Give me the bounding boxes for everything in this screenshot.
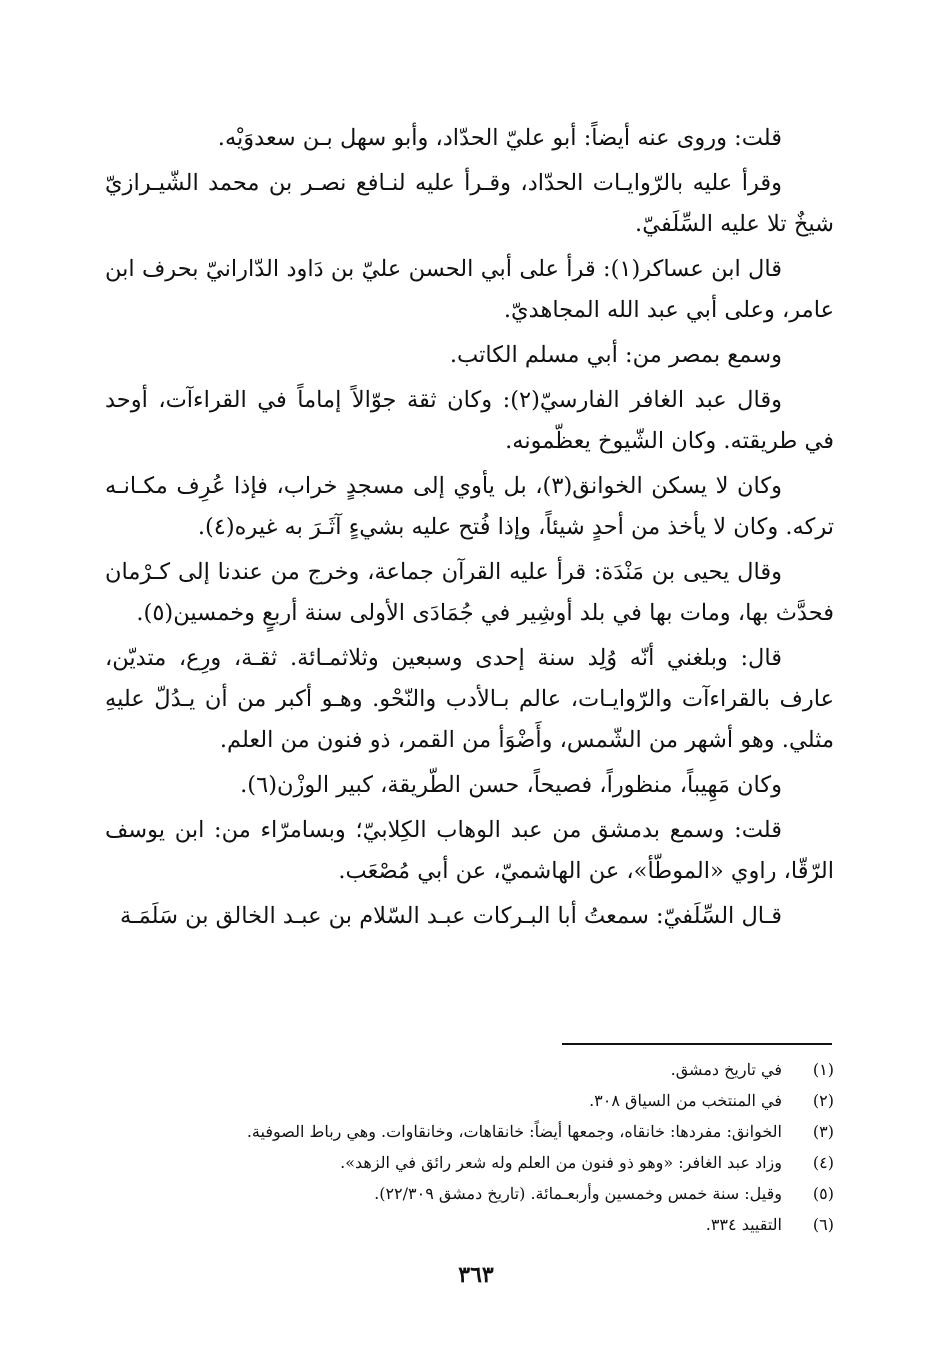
main-text [105,118,834,941]
paragraph: وكان لا يسكن الخوانق(٣)، بل يأوي إلى مسجدٍ خراب، فإذا عُرِف مكـانـه تركه. وكان لا يأخذ من أحدٍ شيئاً، وإذا فُتح عليه بشيءٍ آثَـرَ به غيره(٤). [105,473,834,540]
paragraph: قال ابن عساكر(١): قرأ على أبي الحسن عليّ بن دَاود الدّارانيّ بحرف ابن عامر، وعلى أبي عبد الله المجاهديّ. [105,256,834,323]
paragraph: وقرأ عليه بالرّوايـات الحدّاد، وقـرأ عليه لنـافع نصـر بن محمد الشّيـرازيّ شيخٌ تلا عليه السِّلَفيّ. [105,170,834,237]
paragraph: وقال عبد الغافر الفارسيّ(٢): وكان ثقة جوّالاً إماماً في القراءآت، أوحد في طريقته. وكان الشّيوخ يعظّمونه. [105,387,834,454]
paragraph: قلت: وسمع بدمشق من عبد الوهاب الكِلابيّ؛ وبسامرّاء من: ابن يوسف الرّقّا، راوي «الموطّأ»، عن الهاشميّ، عن أبي مُصْعَب. [105,817,834,884]
footnotes [105,1054,834,1240]
paragraph: وسمع بمصر من: أبي مسلم الكاتب. [449,342,782,368]
footnote-text: وزاد عبد الغافر: «وهو ذو فنون من العلم وله شعر رائق في الزهد». [340,1153,782,1172]
paragraph: قلت: وروى عنه أيضاً: أبو عليّ الحدّاد، وأبو سهل بـن سعدوَيْه. [217,125,782,151]
footnote-text: في تاريخ دمشق. [670,1060,782,1079]
footnote [105,1209,834,1240]
paragraph: وكان مَهِيباً، منظوراً، فصيحاً، حسن الطّريقة، كبير الوزْن(٦). [240,772,782,798]
footnote-number: (٢) [812,1091,834,1110]
page-number: ٣٦٣ [458,1262,494,1288]
footnote [105,1054,834,1085]
footnote [105,1178,834,1209]
paragraph: قال: وبلغني أنّه وُلِد سنة إحدى وسبعين وثلاثمـائة. ثقـة، ورِع، متديّن، عارف بالقراءآت والرّوايـات، عالم بـالأدب والنّحْو. وهـو أكبر من أن يـدُلّ عليهِ مثلي. وهو أشهر من الشّمس، وأَضْوَأ من القمر، ذو فنون من العلم. [105,645,834,753]
paragraph: وقال يحيى بن مَنْدَة: قرأ عليه القرآن جماعة، وخرج من عندنا إلى كـرْمان فحدَّث بها، ومات بها في بلد أوشِير في جُمَادَى الأولى سنة أربعٍ وخمسين(٥). [105,559,834,626]
footnote [105,1147,834,1178]
footnote-number: (٦) [812,1215,834,1234]
footnote-text: التقييد ٣٣٤. [705,1215,782,1234]
footnote-number: (٤) [812,1153,834,1172]
footnote-number: (٥) [812,1184,834,1203]
footnote-text: الخوانق: مفردها: خانقاه، وجمعها أيضاً: خانقاهات، وخانقاوات. وهي رباط الصوفية. [246,1122,782,1141]
footnote-number: (١) [812,1060,834,1079]
paragraph: قـال السِّلَفيّ: سمعتُ أبا البـركات عبـد السّلام بن عبـد الخالق بن سَلَمَـة [119,903,782,929]
footnote [105,1116,834,1147]
footnote-text: في المنتخب من السياق ٣٠٨. [589,1091,782,1110]
footnote [105,1085,834,1116]
footnote-number: (٣) [812,1122,834,1141]
footnote-text: وقيل: سنة خمس وخمسين وأربعـمائة. (تاريخ دمشق ٢٢/٣٠٩). [374,1184,782,1203]
footnote-divider [562,1043,832,1045]
